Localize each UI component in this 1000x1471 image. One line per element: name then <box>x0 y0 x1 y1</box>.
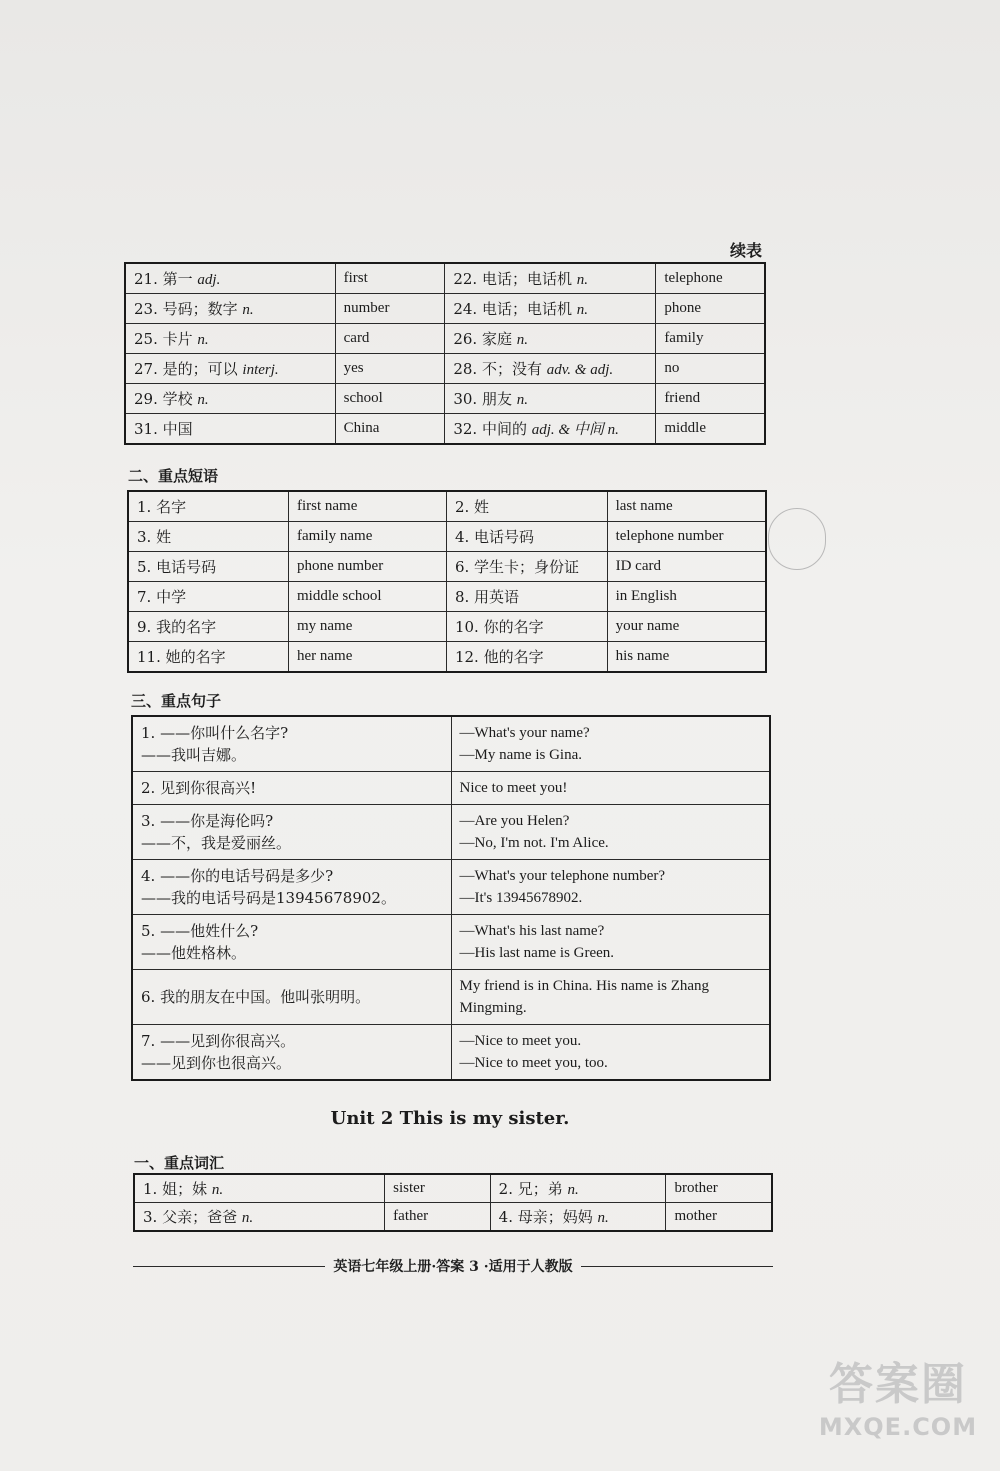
table-row <box>128 491 766 522</box>
part-of-speech: n. <box>241 1210 254 1226</box>
english-term-cell <box>607 522 766 552</box>
chinese-sentence-cell <box>132 915 451 970</box>
english-term: brother <box>674 1180 718 1196</box>
chinese-term: 32. 中间的 <box>453 420 527 438</box>
chinese-sentence-line: ——不，我是爱丽丝。 <box>141 834 292 852</box>
english-sentence-line: —My name is Gina. <box>459 747 582 763</box>
english-term: father <box>393 1208 429 1224</box>
chinese-sentence-line: ——他姓格林。 <box>141 944 247 962</box>
english-term-cell <box>656 354 765 384</box>
english-term-cell <box>288 582 446 612</box>
chinese-sentence-line: 6. 我的朋友在中国。他叫张明明。 <box>141 988 371 1006</box>
english-term: family <box>664 330 704 346</box>
table-row <box>132 970 770 1025</box>
english-sentence-line: —Are you Helen? <box>459 813 570 829</box>
english-sentence-cell <box>451 915 770 970</box>
chinese-term-cell <box>134 1174 385 1203</box>
english-term-cell <box>656 414 765 445</box>
chinese-term: 5. 电话号码 <box>137 558 217 576</box>
english-term-cell <box>607 582 766 612</box>
chinese-sentence-line: 5. ——他姓什么? <box>141 922 259 940</box>
english-term: number <box>343 300 390 316</box>
chinese-term-cell <box>490 1174 666 1203</box>
chinese-term: 26. 家庭 <box>453 330 512 348</box>
chinese-term: 12. 他的名字 <box>454 648 544 666</box>
part-of-speech: adv. & adj. <box>546 362 614 378</box>
chinese-term: 27. 是的；可以 <box>134 360 238 378</box>
part-of-speech: n. <box>197 392 209 408</box>
english-term-cell <box>607 642 766 673</box>
page-footer <box>133 1256 773 1276</box>
table-row <box>125 414 765 445</box>
chinese-term-cell <box>125 384 335 414</box>
english-term: sister <box>393 1180 425 1196</box>
chinese-term-cell <box>445 324 656 354</box>
english-term: first name <box>296 498 358 514</box>
chinese-term: 4. 电话号码 <box>454 528 535 546</box>
chinese-term: 22. 电话；电话机 <box>453 270 572 288</box>
table-row <box>125 294 765 324</box>
table-row <box>132 805 770 860</box>
english-term: no <box>664 360 680 376</box>
english-term: school <box>343 390 383 406</box>
english-term-cell <box>656 263 765 294</box>
english-term: first <box>343 270 368 286</box>
part-of-speech: n. <box>576 272 588 288</box>
chinese-sentence-line: 7. ——见到你很高兴。 <box>141 1032 296 1050</box>
english-term-cell <box>335 324 445 354</box>
chinese-term: 3. 父亲；爸爸 <box>143 1208 238 1226</box>
english-sentence-cell <box>451 1025 770 1081</box>
table-row <box>128 612 766 642</box>
english-term-cell <box>607 612 766 642</box>
chinese-sentence-cell <box>132 860 451 915</box>
table-row <box>132 716 770 772</box>
chinese-term: 1. 姐；妹 <box>143 1180 208 1198</box>
part-of-speech: n. <box>576 302 588 318</box>
english-term-cell <box>607 552 766 582</box>
chinese-term-cell <box>445 263 656 294</box>
english-term-cell <box>335 414 445 445</box>
english-sentence-line: —Nice to meet you. <box>459 1033 582 1049</box>
english-sentence-line: —Nice to meet you, too. <box>459 1055 608 1071</box>
english-sentence-line: Nice to meet you! <box>459 780 568 796</box>
english-term-cell <box>656 324 765 354</box>
english-sentence-cell <box>451 970 770 1025</box>
english-sentence-line: —What's your name? <box>459 725 590 741</box>
chinese-term: 31. 中国 <box>134 420 193 438</box>
chinese-term-cell <box>125 294 335 324</box>
english-term-cell <box>607 491 766 522</box>
english-term-cell <box>288 522 446 552</box>
part-of-speech: interj. <box>242 362 279 378</box>
watermark-url: MXQE.COM <box>818 1413 978 1441</box>
english-term: middle school <box>296 588 382 604</box>
chinese-term-cell <box>134 1203 385 1232</box>
table-row <box>125 354 765 384</box>
english-term: card <box>343 330 370 346</box>
chinese-term-cell <box>128 642 288 673</box>
chinese-sentence-cell <box>132 805 451 860</box>
english-term: China <box>343 420 380 436</box>
chinese-term-cell <box>446 642 607 673</box>
english-term: family name <box>296 528 373 544</box>
part-of-speech: n. <box>597 1210 609 1226</box>
chinese-term-cell <box>125 354 335 384</box>
english-sentence-line: —No, I'm not. I'm Alice. <box>459 835 609 851</box>
english-term-cell <box>288 491 446 522</box>
chinese-sentence-cell <box>132 716 451 772</box>
vocabulary-table-continued <box>124 262 766 445</box>
footer-text: 英语七年级上册·答案 3 ·适用于人教版 <box>333 1259 573 1275</box>
english-term: friend <box>664 390 701 406</box>
english-term-cell <box>385 1203 490 1232</box>
chinese-term: 7. 中学 <box>137 588 187 606</box>
english-term-cell <box>666 1203 772 1232</box>
part-of-speech: n. <box>516 392 528 408</box>
key-sentences-heading: 三、重点句子 <box>131 692 222 710</box>
table-row <box>134 1203 772 1232</box>
table-row <box>132 772 770 805</box>
chinese-term-cell <box>125 263 335 294</box>
chinese-term: 21. 第一 <box>134 270 193 288</box>
chinese-term: 25. 卡片 <box>134 330 193 348</box>
table-row <box>128 582 766 612</box>
unit-title: Unit 2 This is my sister. <box>330 1108 570 1129</box>
footer-rule-left <box>133 1266 325 1267</box>
english-term-cell <box>335 384 445 414</box>
english-sentence-cell <box>451 772 770 805</box>
unit2-vocabulary-heading: 一、重点词汇 <box>134 1154 225 1172</box>
chinese-term-cell <box>445 354 656 384</box>
english-term-cell <box>656 384 765 414</box>
chinese-term-cell <box>446 522 607 552</box>
english-term: in English <box>615 588 677 604</box>
chinese-sentence-cell <box>132 772 451 805</box>
english-term-cell <box>666 1174 772 1203</box>
chinese-term: 11. 她的名字 <box>137 648 226 666</box>
english-term: telephone <box>664 270 723 286</box>
chinese-term: 1. 名字 <box>137 498 187 516</box>
chinese-term: 24. 电话；电话机 <box>453 300 572 318</box>
unit2-vocabulary-table <box>133 1173 773 1232</box>
chinese-term-cell <box>128 612 288 642</box>
chinese-sentence-cell <box>132 1025 451 1081</box>
english-term-cell <box>656 294 765 324</box>
part-of-speech: n. <box>242 302 254 318</box>
english-term: last name <box>615 498 673 514</box>
table-row <box>128 552 766 582</box>
english-term: middle <box>664 420 706 436</box>
chinese-term: 30. 朋友 <box>453 390 512 408</box>
english-term: mother <box>674 1208 717 1224</box>
english-term: your name <box>615 618 680 634</box>
english-term: yes <box>343 360 364 376</box>
english-term-cell <box>335 294 445 324</box>
chinese-sentence-line: 4. ——你的电话号码是多少? <box>141 867 334 885</box>
table-row <box>125 384 765 414</box>
chinese-sentence-line: ——我叫吉娜。 <box>141 746 247 764</box>
chinese-term-cell <box>128 522 288 552</box>
chinese-sentence-line: 3. ——你是海伦吗? <box>141 812 274 830</box>
key-sentences-table <box>131 715 771 1081</box>
chinese-term-cell <box>446 582 607 612</box>
english-term-cell <box>385 1174 490 1203</box>
english-sentence-line: —What's his last name? <box>459 923 605 939</box>
chinese-term-cell <box>446 612 607 642</box>
english-term: phone <box>664 300 701 316</box>
english-sentence-line: My friend is in China. His name is Zhang Mingming. <box>459 978 710 1016</box>
site-watermark <box>808 1357 988 1457</box>
english-term-cell <box>288 612 446 642</box>
english-term-cell <box>288 642 446 673</box>
part-of-speech: adj. & 中间 n. <box>531 422 619 438</box>
chinese-term: 28. 不；没有 <box>453 360 542 378</box>
english-term: ID card <box>615 558 661 574</box>
chinese-term: 6. 学生卡；身份证 <box>454 558 580 576</box>
table-row <box>125 263 765 294</box>
watermark-logo-text: 答案圈 <box>829 1359 967 1410</box>
english-term: telephone number <box>615 528 724 544</box>
chinese-term: 9. 我的名字 <box>137 618 217 636</box>
table-row <box>132 1025 770 1081</box>
english-sentence-cell <box>451 860 770 915</box>
chinese-term-cell <box>128 491 288 522</box>
english-term-cell <box>335 263 445 294</box>
chinese-sentence-line: ——见到你也很高兴。 <box>141 1054 292 1072</box>
table-row <box>128 522 766 552</box>
chinese-sentence-line: ——我的电话号码是13945678902。 <box>141 889 396 907</box>
chinese-sentence-line: 2. 见到你很高兴! <box>141 779 257 797</box>
part-of-speech: n. <box>197 332 209 348</box>
english-sentence-cell <box>451 805 770 860</box>
part-of-speech: adj. <box>197 272 221 288</box>
english-sentence-line: —It's 13945678902. <box>459 890 583 906</box>
english-sentence-line: —What's your telephone number? <box>459 868 666 884</box>
chinese-term-cell <box>125 414 335 445</box>
chinese-term-cell <box>445 414 656 445</box>
chinese-term: 10. 你的名字 <box>454 618 544 636</box>
chinese-term-cell <box>125 324 335 354</box>
chinese-term-cell <box>446 491 607 522</box>
chinese-term-cell <box>490 1203 666 1232</box>
english-sentence-line: —His last name is Green. <box>459 945 615 961</box>
english-term-cell <box>288 552 446 582</box>
table-row <box>132 915 770 970</box>
key-phrases-heading: 二、重点短语 <box>128 467 219 485</box>
part-of-speech: n. <box>567 1182 579 1198</box>
footer-rule-right <box>581 1266 773 1267</box>
chinese-term: 23. 号码；数字 <box>134 300 238 318</box>
chinese-term: 29. 学校 <box>134 390 193 408</box>
chinese-term-cell <box>128 582 288 612</box>
chinese-term: 4. 母亲；妈妈 <box>498 1208 593 1226</box>
table-row <box>134 1174 772 1203</box>
chinese-term-cell <box>445 384 656 414</box>
chinese-sentence-line: 1. ——你叫什么名字? <box>141 724 289 742</box>
chinese-sentence-cell <box>132 970 451 1025</box>
part-of-speech: n. <box>211 1182 224 1198</box>
chinese-term-cell <box>445 294 656 324</box>
english-term: her name <box>296 648 353 664</box>
chinese-term: 2. 兄；弟 <box>498 1180 563 1198</box>
english-term-cell <box>335 354 445 384</box>
chinese-term: 8. 用英语 <box>454 588 520 606</box>
continued-label: 续表 <box>729 241 762 260</box>
english-term: phone number <box>296 558 384 574</box>
table-row <box>132 860 770 915</box>
table-row <box>125 324 765 354</box>
english-term: his name <box>615 648 670 664</box>
part-of-speech: n. <box>516 332 528 348</box>
english-sentence-cell <box>451 716 770 772</box>
chinese-term: 3. 姓 <box>137 528 172 546</box>
table-row <box>128 642 766 673</box>
english-term: my name <box>296 618 353 634</box>
chinese-term-cell <box>446 552 607 582</box>
chinese-term: 2. 姓 <box>454 498 490 516</box>
key-phrases-table <box>127 490 767 673</box>
chinese-term-cell <box>128 552 288 582</box>
pencil-stamp-mark <box>768 508 826 570</box>
